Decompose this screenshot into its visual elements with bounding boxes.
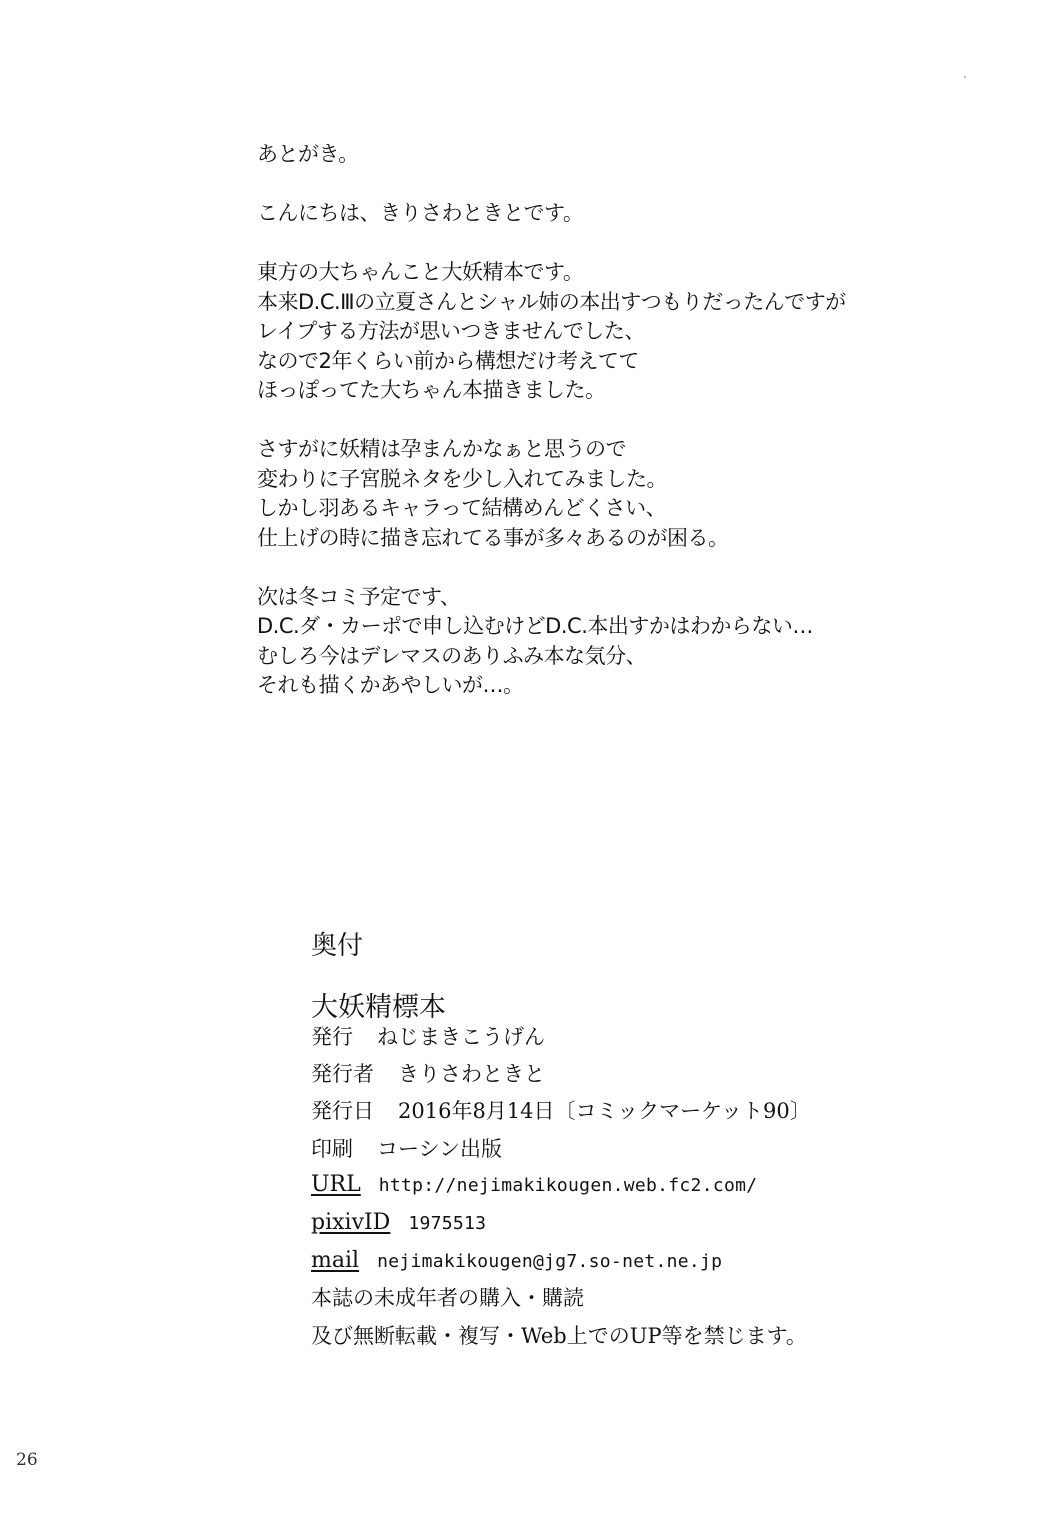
printer-value: コーシン出版 [377,1137,503,1161]
publisher-row [311,1021,545,1051]
afterword-line: 次は冬コミ予定です、 [257,584,461,609]
url-link[interactable]: http://nejimakikougen.web.fc2.com/ [378,1175,758,1196]
afterword-line: むしろ今はデレマスのありふみ本な気分、 [257,643,647,668]
url-row [311,1172,757,1197]
date-label: 発行日 [311,1099,374,1123]
mail-address[interactable]: nejimakikougen@jg7.so-net.ne.jp [377,1251,723,1272]
page-number: 26 [16,1450,38,1470]
afterword-line: 変わりに子宮脱ネタを少し入れてみました。 [257,466,667,491]
publisher-value: ねじまきこうげん [377,1025,545,1049]
mail-label: mail [311,1248,360,1273]
url-label: URL [311,1172,361,1197]
date-value: 2016年8月14日〔コミックマーケット90〕 [398,1099,811,1123]
author-label: 発行者 [311,1062,374,1086]
notice-line-1: 本誌の未成年者の購入・購読 [311,1286,584,1310]
author-value: きりさわときと [398,1062,545,1086]
printer-label: 印刷 [311,1137,353,1161]
pixiv-label: pixivID [311,1210,391,1235]
afterword-line: さすがに妖精は孕まんかなぁと思うので [257,437,626,461]
afterword-paragraph [257,199,857,229]
pixiv-row [311,1210,486,1235]
afterword-section [257,140,857,730]
afterword-line: 仕上げの時に描き忘れてる事が多々あるのが困る。 [257,525,729,550]
afterword-heading: あとがき。 [257,142,359,166]
afterword-line: なので2年くらい前から構想だけ考えてて [257,348,639,373]
book-title: 大妖精標本 [311,992,446,1023]
afterword-line: こんにちは、きりさわときとです。 [257,201,584,225]
afterword-paragraph [257,583,857,701]
afterword-paragraph [257,258,857,406]
afterword-line: しかし羽あるキャラって結構めんどくさい、 [257,496,667,520]
afterword-paragraph [257,435,857,553]
afterword-line: レイプする方法が思いつきませんでした、 [257,319,645,343]
notice-line-2: 及び無断転載・複写・Web上でのUP等を禁じます。 [311,1324,807,1348]
afterword-line: ほっぽってた大ちゃん本描きました。 [257,378,606,402]
afterword-line: 東方の大ちゃんこと大妖精本です。 [257,260,584,284]
afterword-line: 本来D.C.Ⅲの立夏さんとシャル姉の本出すつもりだったんですが [257,289,846,314]
colophon-heading: 奥付 [311,931,364,961]
afterword-paragraph [257,140,857,170]
printer-row [311,1133,502,1163]
scan-mark [964,76,966,78]
afterword-line: それも描くかあやしいが…。 [257,673,524,697]
afterword-line: D.C.ダ・カーポで申し込むけどD.C.本出すかはわからない… [257,614,813,638]
mail-row [311,1248,722,1273]
publisher-label: 発行 [311,1025,353,1049]
date-row [311,1095,811,1125]
pixiv-id-value: 1975513 [408,1213,487,1234]
author-row [311,1058,545,1088]
